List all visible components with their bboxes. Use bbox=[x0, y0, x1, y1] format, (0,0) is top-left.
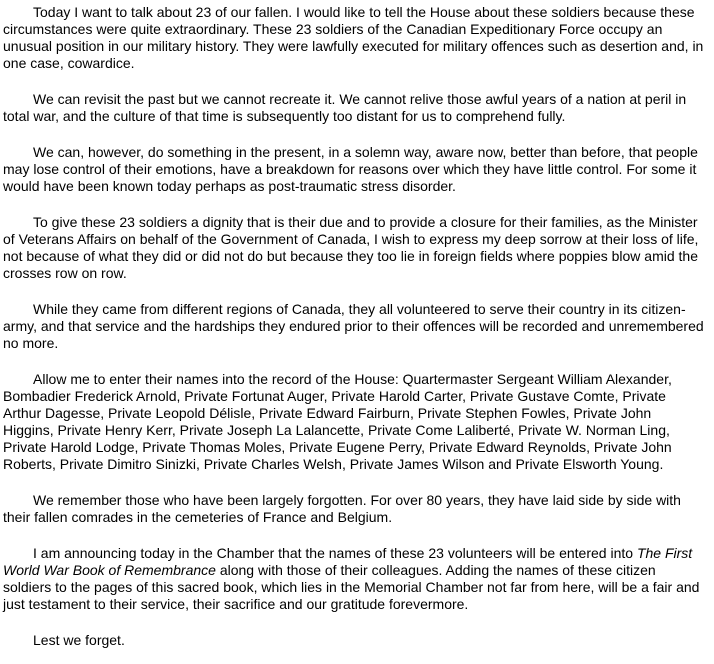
paragraph-intro-fallen: Today I want to talk about 23 of our fallen. I would like to tell the House about these soldiers because these circumstances were quite extraordinary. These 23 soldiers of the Canadian Expeditionary Force occupy an unusual position in our military history. They were lawfully executed for military offences such as desertion and, in one case, cowardice. bbox=[3, 4, 704, 71]
paragraph-lest-we-forget: Lest we forget. bbox=[33, 632, 125, 648]
paragraph-revisit-past: We can revisit the past but we cannot recreate it. We cannot relive those awful years of a nation at peril in total war, and the culture of that time is subsequently too distant for us to comprehend fully. bbox=[3, 91, 687, 124]
announcement-text-after: along with those of their colleagues. Adding the names of these citizen soldiers to the pages of this sacred book, which lies in the Memorial Chamber not far from here, will be a fair and just testament to their service, their sacrifice and our gratitude forevermore. bbox=[3, 562, 700, 612]
announcement-text-before: I am announcing today in the Chamber that the names of these 23 volunteers will be entered into bbox=[33, 545, 637, 561]
paragraph-volunteered: While they came from different regions of Canada, they all volunteered to serve their country in its citizen-army, and that service and the hardships they endured prior to their offences will be recorded and unremembered no more. bbox=[3, 301, 704, 351]
book-title-italic: The First World War Book of Remembrance bbox=[3, 545, 693, 578]
paragraph-remember-forgotten: We remember those who have been largely forgotten. For over 80 years, they have laid side by side with their fallen comrades in the cemeteries of France and Belgium. bbox=[3, 492, 681, 525]
paragraph-book-of-remembrance bbox=[3, 545, 705, 613]
paragraph-names-list: Allow me to enter their names into the record of the House: Quartermaster Sergeant William Alexander, Bombadier Frederick Arnold, Private Fortunat Auger, Private Harold Carter, Private Gustave Comte, Private Arthur Dagesse, Private Leopold Délisle, Private Edward Fairburn, Private Stephen Fowles, Private John Higgins, Private Henry Kerr, Private Joseph La Lalancette, Private Come Laliberté, Private W. Norman Ling, Private Harold Lodge, Private Thomas Moles, Private Eugene Perry, Private Edward Reynolds, Private John Roberts, Private Dimitro Sinizki, Private Charles Welsh, Private James Wilson and Private Elsworth Young. bbox=[3, 371, 672, 472]
paragraph-present-day: We can, however, do something in the present, in a solemn way, aware now, better than before, that people may lose control of their emotions, have a breakdown for reasons over which they have little control. For some it would have been known today perhaps as post-traumatic stress disorder. bbox=[3, 144, 698, 194]
paragraph-dignity-sorrow: To give these 23 soldiers a dignity that is their due and to provide a closure for their families, as the Minister of Veterans Affairs on behalf of the Government of Canada, I wish to express my deep sorrow at their loss of life, not because of what they did or did not do but because they too lie in foreign fields where poppies blow amid the crosses row on row. bbox=[3, 214, 699, 281]
